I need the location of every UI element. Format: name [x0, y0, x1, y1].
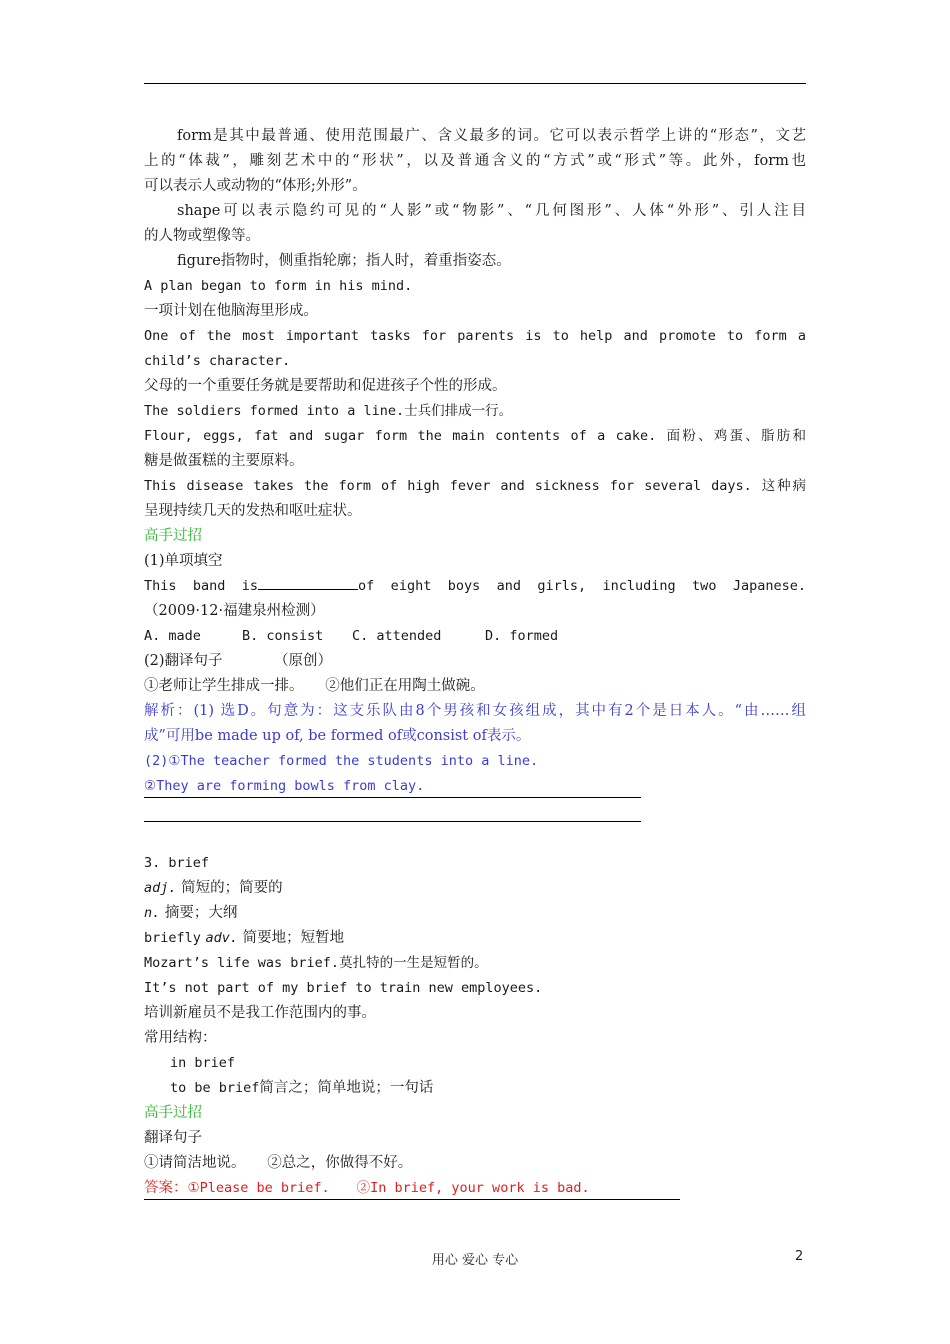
question-text-before: This band is — [144, 578, 259, 594]
structures-label: 常用结构： — [144, 1030, 217, 1046]
pos-label: n. — [144, 905, 161, 921]
example-line: One of the most important tasks for parents is to help and promote to form a — [144, 328, 806, 344]
section-heading: 高手过招 — [144, 1105, 202, 1121]
example-line: 呈现持续几天的发热和呕吐症状。 — [144, 503, 362, 519]
pos-label: adv. — [205, 930, 239, 946]
question-2 — [144, 649, 806, 674]
analysis-line: 解析：(1) 选D。句意为：这支乐队由8个男孩和女孩组成，其中有2个是日本人。“由……组 — [144, 703, 806, 719]
structure-cn: 简言之；简单地说；一句话 — [259, 1080, 434, 1096]
example-line: The soldiers formed into a line.士兵们排成一行。 — [144, 403, 513, 419]
entry-adj — [144, 876, 806, 901]
example-line: Flour, eggs, fat and sugar form the main contents of a cake. 面粉、鸡蛋、脂肪和 — [144, 428, 806, 444]
entry-noun — [144, 901, 806, 926]
option-d: D. formed — [485, 628, 559, 644]
answer-text: ①Please be brief. ②In brief, your work is bad. — [187, 1180, 590, 1196]
analysis-answer: (2)①The teacher formed the students into a line. — [144, 753, 539, 769]
header-rule — [144, 83, 806, 84]
question-label: (2)翻译句子 — [144, 653, 223, 669]
option-c: C. attended — [352, 628, 442, 644]
page-number: 2 — [795, 1249, 804, 1264]
options-row — [144, 624, 806, 649]
structure-item: in brief — [170, 1055, 236, 1071]
example-line: 糖是做蛋糕的主要原料。 — [144, 453, 304, 469]
translation-items: ①请简洁地说。 ②总之，你做得不好。 — [144, 1155, 413, 1171]
example-line: 培训新雇员不是我工作范围内的事。 — [144, 1005, 376, 1021]
example-line: child’s character. — [144, 353, 291, 369]
page-footer: 用心 爱心 专心 — [431, 1253, 519, 1268]
word: briefly — [144, 930, 201, 946]
translation-items: ①老师让学生排成一排。 ②他们正在用陶土做碗。 — [144, 678, 485, 694]
option-b: B. consist — [242, 628, 324, 644]
answer-label: 答案： — [144, 1180, 188, 1196]
answer-line — [144, 1176, 806, 1201]
para1-line1: form是其中最普通、使用范围最广、含义最多的词。它可以表示哲学上讲的“形态”，文艺 — [177, 128, 806, 144]
entry-title: 3. brief — [144, 855, 210, 871]
example-line: 父母的一个重要任务就是要帮助和促进孩子个性的形成。 — [144, 378, 507, 394]
example-line: It’s not part of my brief to train new employees. — [144, 980, 543, 996]
analysis-answer: ②They are forming bowls from clay. — [144, 778, 425, 794]
definition: 简要地；短暂地 — [242, 930, 345, 946]
example-line: Mozart’s life was brief.莫扎特的一生是短暂的。 — [144, 955, 488, 971]
definition: 摘要；大纲 — [164, 905, 238, 921]
para1-line3: 可以表示人或动物的“体形;外形”。 — [144, 178, 367, 194]
question-1 — [144, 574, 806, 599]
section-heading: 高手过招 — [144, 528, 202, 544]
para2-line2: 的人物或塑像等。 — [144, 228, 260, 244]
structure-en: to be brief — [170, 1080, 260, 1096]
definition: 简短的；简要的 — [181, 880, 283, 896]
page-content — [144, 124, 806, 1200]
para1-line2: 上的“体裁”，雕刻艺术中的“形状”，以及普通含义的“方式”或“形式”等。此外，form也 — [144, 153, 806, 169]
pos-label: adj. — [144, 880, 177, 896]
task-label: 翻译句子 — [144, 1130, 202, 1146]
option-a: A. made — [144, 628, 201, 644]
entry-adverb — [144, 926, 806, 951]
question-source: （2009·12·福建泉州检测） — [144, 603, 325, 619]
question-label: (1)单项填空 — [144, 553, 223, 569]
question-text-after: of eight boys and girls, including two Japanese. — [358, 578, 806, 594]
question-source: （原创） — [274, 653, 332, 669]
structure-item — [144, 1076, 806, 1101]
analysis-line: 成”可用be made up of, be formed of或consist of表示。 — [144, 728, 531, 744]
para3: figure指物时，侧重指轮廓；指人时，着重指姿态。 — [177, 253, 511, 269]
answer-blank — [258, 575, 358, 590]
example-line: This disease takes the form of high fever and sickness for several days. 这种病 — [144, 478, 806, 494]
example-line: 一项计划在他脑海里形成。 — [144, 303, 318, 319]
example-line: A plan began to form in his mind. — [144, 278, 413, 294]
para2-line1: shape可以表示隐约可见的“人影”或“物影”、“几何图形”、人体“外形”、引人注目 — [177, 203, 806, 219]
